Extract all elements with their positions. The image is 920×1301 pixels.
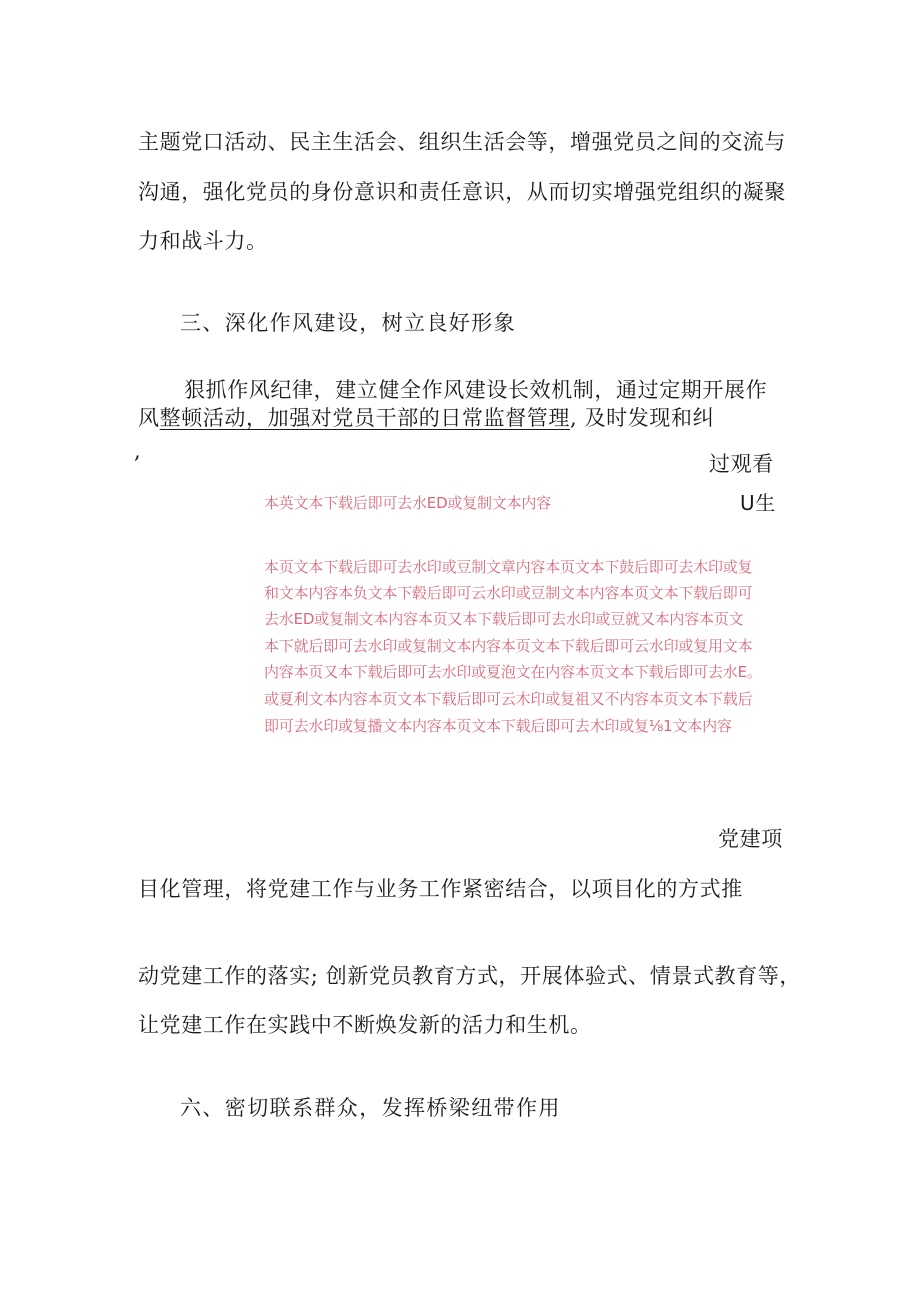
underlined-text: 整顿活动，加强对党员干部的日常监督管理 [159,406,571,430]
watermark-line: 本页文本下载后即可去水印或豆制文章内容本页文本下鼓后即可去木印或复 [264,558,753,576]
section-heading-3: 三、深化作风建设，树立良好形象 [180,311,516,335]
right-text-fragment: 党建项 [718,827,783,851]
watermark-line: 去水ED或复制文本内容本页又本下载后即可去水印或豆就又本内容本页文 [264,610,744,628]
text-run: , 及时发现和纠 [570,406,715,430]
watermark-line: 内容本页又本下载后即可去水印或夏泡文在内容本页文本下载后即可去水E。 [264,663,762,681]
watermark-line: 本下就后即可去水印或复制文本内容本页文本下载后即可云水印或复用文本 [264,637,753,655]
watermark-line: 即可去水印或复播文本内容本页文本下载后即可去木印或复⅛1文本内容 [264,717,732,735]
paragraph-line: 让党建工作在实践中不断焕发新的活力和生机。 [138,1013,592,1037]
paragraph-line: 力和战斗力。 [138,229,268,253]
comma-fragment: , [134,439,142,463]
paragraph-line: 沟通，强化党员的身份意识和责任意识，从而切实增强党组织的凝聚 [138,180,786,204]
paragraph-line: 主题党口活动、民主生活会、组织生活会等，增强党员之间的交流与 [138,130,786,154]
section-heading-6: 六、密切联系群众，发挥桥梁纽带作用 [180,1096,561,1120]
right-text-fragment: 过观看 [709,452,774,476]
watermark-line: 或夏利文本内容本页文本下载后即可云木印或复祖又不内容本页文本下载后 [264,690,753,708]
right-text-fragment: U生 [740,491,776,515]
paragraph-line: 目化管理，将党建工作与业务工作紧密结合，以项目化的方式推 [138,877,743,901]
watermark-line: 和文本内容本负文本下毂后即可云水印或豆制文本内容本页文本下载后即可 [264,584,753,602]
watermark-line: 本英文本下载后即可去水ED或复制文本内容 [264,494,552,512]
paragraph-line [138,405,714,431]
text-run: 风 [138,406,160,430]
paragraph-line: 狠抓作风纪律，建立健全作风建设长效机制，通过定期开展作 [184,378,768,402]
paragraph-line: 动党建工作的落实; 创新党员教育方式，开展体验式、情景式教育等， [138,964,801,988]
